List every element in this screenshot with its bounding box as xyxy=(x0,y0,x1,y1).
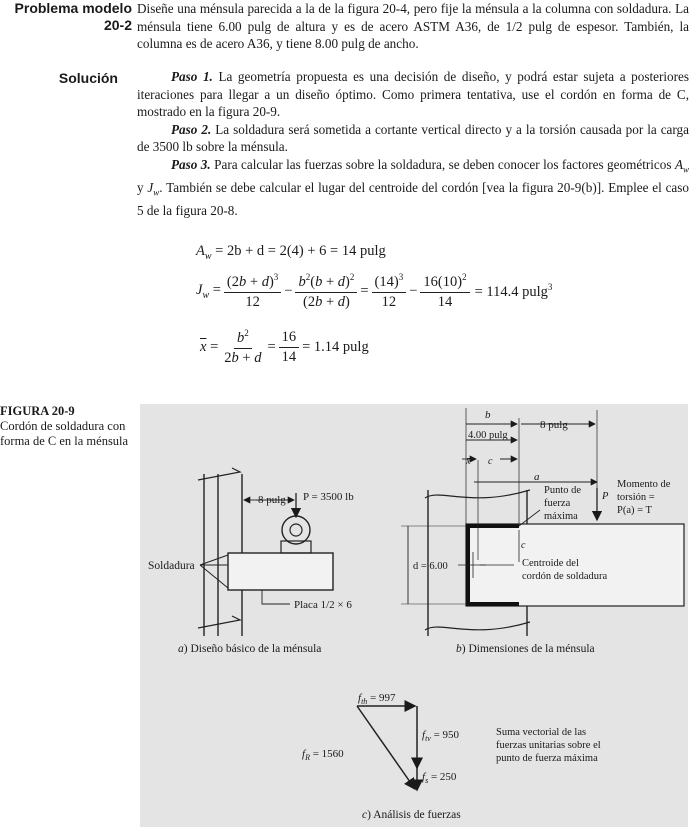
b-title: b) Dimensiones de la ménsula xyxy=(456,643,595,655)
diagram-c xyxy=(302,692,601,821)
equation-jw: $J_w$ = $\frac{(2b + d)^3}{12}$ − $\frac{b^2(b + d)^2}{(2b + d)}$ = $\frac{(14)^3}{12}$ − $\frac{16(10)^2}{14}$ = 114.4 pulg$^3$ xyxy=(196,272,553,310)
problem-label: Problema modelo 20-2 xyxy=(14,0,132,33)
b-ch-label: c xyxy=(488,456,493,467)
b-eight-label: 8 pulg xyxy=(540,419,568,431)
equation-aw: $A_w = 2b + d = 2(4) + 6 = 14$ pulg xyxy=(196,243,386,262)
a-plate-label: Placa 1/2 × 6 xyxy=(294,599,352,611)
equation-xbar: $\overline{x}$ = $\frac{b^2}{2b + d}$ = $\frac{16}{14}$ = 1.14 pulg xyxy=(200,328,369,366)
b-point-2: fuerza xyxy=(544,498,571,509)
a-weld-label: Soldadura xyxy=(148,560,195,572)
c-fr-label: $f_R = 1560$ xyxy=(302,748,344,762)
c-title: c) Análisis de fuerzas xyxy=(362,809,461,821)
step-3: Paso 3. Para calcular las fuerzas sobre la soldadura, se deben conocer los factores geométricos $A_w$ y $J_w$. También se debe calcular el lugar del centroide del cordón [vea la figura 20-9(b)]. Emplee el caso 5 de la figura 20-8. xyxy=(137,156,690,218)
b-moment-3: P(a) = T xyxy=(617,505,652,516)
step-1: Paso 1. La geometría propuesta es una decisión de diseño, y podrá estar sujeta a posteriores iteraciones para llegar a un diseño óptimo. Como primera tentativa, use el cordón en forma de C, mostrado en la figura 20-9. xyxy=(137,69,690,119)
c-ftv-label: $f_{tv} = 950$ xyxy=(422,729,460,743)
b-centroid-1: Centroide del xyxy=(522,558,579,569)
b-a-label: a xyxy=(534,471,540,483)
c-note-3: punto de fuerza máxima xyxy=(496,753,598,764)
b-d-label: d = 6.00 xyxy=(413,561,448,572)
b-b-value: 4.00 pulg xyxy=(468,430,508,441)
a-dist-label: 8 pulg xyxy=(258,494,286,506)
c-note-2: fuerzas unitarias sobre el xyxy=(496,740,601,751)
b-point-3: máxima xyxy=(544,511,578,522)
figure-caption: FIGURA 20-9 Cordón de soldadura con forma de C en la ménsula xyxy=(0,404,129,448)
b-b-label: b xyxy=(485,409,491,421)
b-cv-label: c xyxy=(521,540,526,551)
diagram-b xyxy=(401,408,684,655)
b-point-1: Punto de xyxy=(544,485,582,496)
c-fth-label: $f_{th} = 997$ xyxy=(358,692,396,706)
problem-statement: Diseñe una ménsula parecida a la de la figura 20-4, pero fije la ménsula a la columna con soldadura. La ménsula tiene 6.00 pulg de altura y es de acero ASTM A36, de 1/2 pulg de espesor. También, la columna es de acero A36, y tiene 8.00 pulg de ancho. xyxy=(137,1,689,51)
a-title: a) Diseño básico de la ménsula xyxy=(178,643,322,655)
a-load-label: P = 3500 lb xyxy=(303,491,354,503)
c-fs-label: $f_s = 250$ xyxy=(422,771,457,785)
diagram-a xyxy=(148,468,354,655)
step-2: Paso 2. La soldadura será sometida a cortante vertical directo y a la torsión causada por la carga de 3500 lb sobre la ménsula. xyxy=(137,121,690,154)
b-centroid-2: cordón de soldadura xyxy=(522,571,608,582)
c-note-1: Suma vectorial de las xyxy=(496,727,587,738)
solution-label: Solución xyxy=(58,70,118,86)
b-p-label: P xyxy=(602,491,609,502)
b-xbar-label: x̄ xyxy=(466,456,471,467)
b-moment-1: Momento de xyxy=(617,479,671,490)
b-moment-2: torsión = xyxy=(617,492,655,503)
